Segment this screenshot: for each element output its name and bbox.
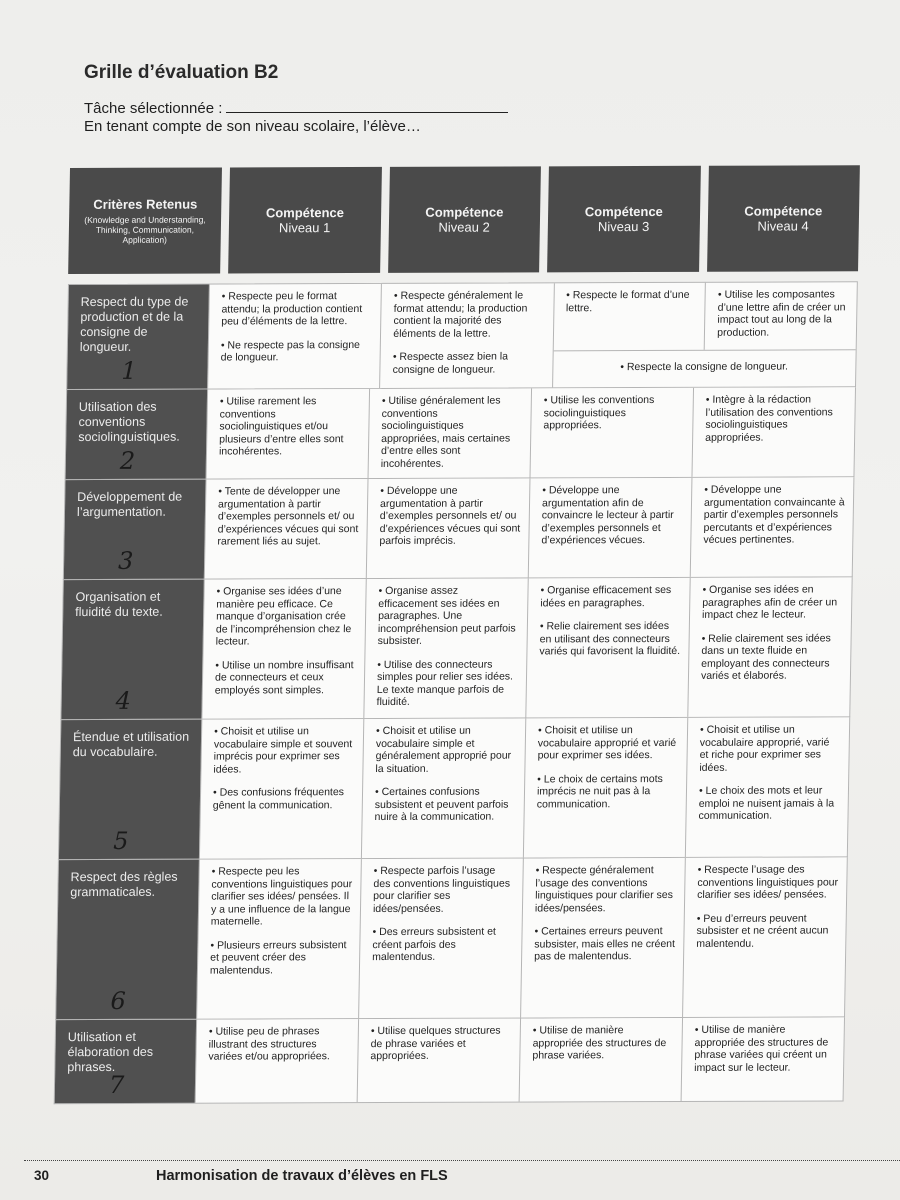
descriptor-text: • Des confusions fréquentes gênent la communication. xyxy=(212,786,345,812)
cell-level-1 xyxy=(201,579,365,719)
descriptor-text: • Utilise généralement les conventions sociolinguistiques appropriées, mais certaines d’entre elles sont incohérentes. xyxy=(380,394,511,470)
cell-level-1 xyxy=(204,479,368,579)
descriptor-text: • Choisit et utilise un vocabulaire approprié et varié pour exprimer ses idées. xyxy=(537,724,677,762)
criterion-label: Utilisation et élaboration des phrases. xyxy=(67,1029,154,1075)
cell-level-2 xyxy=(379,283,553,388)
descriptor-text: • Utilise un nombre insuffisant de connecteurs et ceux employés sont simples. xyxy=(214,658,354,697)
cell-level-3 xyxy=(553,283,705,350)
criterion-cell xyxy=(55,1020,196,1104)
criterion-label: Respect du type de production et de la consigne de longueur. xyxy=(79,294,189,354)
criterion-cell xyxy=(64,480,206,580)
header-level-3 xyxy=(547,166,700,273)
cell-level-2 xyxy=(357,1019,520,1103)
descriptor-text: • Ne respecte pas la consigne de longueur. xyxy=(220,338,361,364)
cell-level-4 xyxy=(691,387,855,477)
shared-descriptor: • Respecte la consigne de longueur. xyxy=(553,349,856,388)
header-criteria-note: (Knowledge and Understanding, Thinking, Communication, Application) xyxy=(84,214,206,245)
evaluation-grid xyxy=(54,165,860,1104)
criterion-cell xyxy=(59,720,201,860)
descriptor-text: • Intègre à la rédaction l’utilisation des conventions sociolinguistiques appropriées. xyxy=(705,393,833,444)
descriptor-text: • Organise assez efficacement ses idées en paragraphes. Une incompréhension peut parfois subsister. xyxy=(377,584,516,647)
descriptor-text: • Respecte peu le format attendu; la production contient peu d’éléments de la lettre. xyxy=(221,290,363,328)
header-level-label: Niveau 4 xyxy=(757,218,809,234)
header-level-title: Compétence xyxy=(584,203,664,220)
instruction-line: En tenant compte de son niveau scolaire, l’élève… xyxy=(84,118,421,135)
cell-level-2 xyxy=(361,718,525,858)
descriptor-text: • Respecte l’usage des conventions linguistiques pour clarifier ses idées/ pensées. xyxy=(697,863,839,901)
criterion-cell xyxy=(61,580,203,720)
descriptor-text: • Utilise les conventions sociolinguistiques appropriées. xyxy=(543,393,655,432)
task-label: Tâche sélectionnée : xyxy=(84,100,223,117)
descriptor-text: • Développe une argumentation afin de convaincre le lecteur à partir d’exemples personnels et d’expériences vécues. xyxy=(541,484,674,547)
descriptor-text: • Utilise quelques structures de phrase variées et appropriées. xyxy=(370,1024,501,1063)
criterion-row xyxy=(66,281,858,390)
criterion-row xyxy=(63,477,855,580)
task-blank xyxy=(226,101,508,113)
handwritten-number: 2 xyxy=(119,446,136,475)
descriptor-text: • Utilise les composantes d’une lettre afin de créer un impact tout au long de la production. xyxy=(717,288,846,339)
cell-level-3 xyxy=(525,578,689,718)
cell-level-4 xyxy=(681,1017,844,1101)
page-title: Grille d’évaluation B2 xyxy=(84,62,279,83)
descriptor-text: • Utilise de manière appropriée des structures de phrase variées qui créent un impact sur le lecteur. xyxy=(694,1023,829,1074)
criterion-label: Organisation et fluidité du texte. xyxy=(75,589,163,620)
descriptor-text: • Le choix des mots et leur emploi ne nuisent jamais à la communication. xyxy=(698,784,835,822)
cell-level-3 xyxy=(530,388,694,478)
descriptor-text: • Plusieurs erreurs subsistent et peuvent créer des malentendus. xyxy=(209,938,347,977)
header-level-label: Niveau 2 xyxy=(438,219,490,235)
merged-level-3-4 xyxy=(552,282,857,387)
criterion-row xyxy=(65,387,856,480)
descriptor-text: • Choisit et utilise un vocabulaire simple et généralement approprié pour la situation. xyxy=(375,724,512,775)
footer-title: Harmonisation de travaux d’élèves en FLS xyxy=(156,1168,448,1184)
descriptor-text: • Utilise rarement les conventions sociolinguistiques et/ou plusieurs d’entre elles sont incohérentes. xyxy=(218,395,344,458)
cell-level-3 xyxy=(528,478,692,578)
descriptor-text: • Organise ses idées d’une manière peu efficace. Ce manque d’organisation crée de l’incompréhension chez le lecteur. xyxy=(215,585,352,648)
criterion-row xyxy=(58,717,850,860)
descriptor-text: • Utilise de manière appropriée des structures de phrase variées. xyxy=(532,1024,667,1062)
handwritten-number: 1 xyxy=(121,356,137,385)
descriptor-text: • Organise ses idées en paragraphes afin de créer un impact chez le lecteur. xyxy=(701,583,838,621)
criterion-label: Utilisation des conventions sociolinguistiques. xyxy=(78,399,180,445)
cell-level-2 xyxy=(363,578,527,718)
descriptor-text: • Choisit et utilise un vocabulaire simple et souvent imprécis pour exprimer ses idées. xyxy=(213,725,353,776)
descriptor-text: • Respecte le format d’une lettre. xyxy=(565,288,690,314)
descriptor-text: • Choisit et utilise un vocabulaire approprié, varié et riche pour exprimer ses idées. xyxy=(699,723,830,774)
descriptor-text: • Respecte assez bien la consigne de longueur. xyxy=(392,350,509,376)
footer-divider xyxy=(24,1160,900,1161)
grid-rows xyxy=(54,281,858,1104)
descriptor-text: • Respecte parfois l’usage des conventions linguistiques pour clarifier ses idées/pensées. xyxy=(372,864,511,915)
cell-level-4 xyxy=(704,282,857,349)
cell-level-2 xyxy=(366,478,530,578)
header-level-label: Niveau 3 xyxy=(597,218,650,235)
descriptor-text: • Certaines erreurs peuvent subsister, mais elles ne créent pas de malentendus. xyxy=(534,925,676,963)
criterion-cell xyxy=(56,860,199,1020)
cell-level-3 xyxy=(523,718,687,858)
criterion-row xyxy=(55,857,848,1020)
cell-level-2 xyxy=(358,859,523,1019)
handwritten-number: 7 xyxy=(108,1070,125,1100)
cell-level-4 xyxy=(685,717,849,857)
criterion-cell xyxy=(67,285,209,390)
descriptor-text: • Certaines confusions subsistent et peuvent parfois nuire à la communication. xyxy=(374,785,509,824)
cell-level-1 xyxy=(195,1019,358,1103)
header-level-2 xyxy=(388,166,541,273)
handwritten-number: 6 xyxy=(110,986,126,1015)
descriptor-text: • Le choix de certains mots imprécis ne nuit pas à la communication. xyxy=(536,772,663,810)
cell-level-2 xyxy=(368,388,532,478)
grid-header-row xyxy=(68,165,860,274)
cell-level-1 xyxy=(196,859,361,1019)
header-criteria xyxy=(68,167,222,274)
criterion-label: Respect des règles grammaticales. xyxy=(70,869,178,900)
cell-level-3 xyxy=(519,1018,682,1102)
merged-top xyxy=(553,282,857,350)
task-line xyxy=(84,100,508,117)
descriptor-text: • Utilise des connecteurs simples pour relier ses idées. Le texte manque parfois de fluidité. xyxy=(376,658,514,709)
descriptor-text: • Respecte généralement l’usage des conventions linguistiques pour clarifier ses idées/pensées. xyxy=(534,864,674,914)
descriptor-text: • Respecte généralement le format attendu; la production contient la majorité des éléments de la lettre. xyxy=(393,289,528,340)
descriptor-text: • Relie clairement ses idées en utilisant des connecteurs variés qui favorisent la fluidité. xyxy=(539,619,681,658)
criterion-label: Étendue et utilisation du vocabulaire. xyxy=(72,729,190,760)
descriptor-text: • Développe une argumentation à partir d’exemples personnels et/ ou d’expériences vécues qui sont parfois imprécis. xyxy=(379,484,521,547)
cell-level-1 xyxy=(199,719,363,859)
descriptor-text: • Des erreurs subsistent et créent parfois des malentendus. xyxy=(372,925,496,964)
page-number: 30 xyxy=(34,1168,50,1183)
descriptor-text: • Peu d’erreurs peuvent subsister et ne créent aucun malentendu. xyxy=(696,912,829,950)
cell-level-4 xyxy=(687,577,851,717)
cell-level-4 xyxy=(690,477,854,577)
header-criteria-title: Critères Retenus xyxy=(93,196,198,212)
descriptor-text: • Relie clairement ses idées dans un texte fluide en employant des connecteurs variés et élaborés. xyxy=(700,631,831,682)
cell-level-1 xyxy=(207,284,381,389)
descriptor-text: • Respecte peu les conventions linguistiques pour clarifier ses idées/ pensées. Il y a une influence de la langue maternelle. xyxy=(210,865,353,928)
criterion-label: Développement de l’argumentation. xyxy=(76,489,183,520)
handwritten-number: 5 xyxy=(113,826,129,855)
criterion-row xyxy=(60,577,852,720)
header-level-4 xyxy=(707,165,860,272)
cell-level-3 xyxy=(520,858,685,1018)
cell-level-1 xyxy=(206,389,370,479)
header-level-1 xyxy=(228,167,381,274)
cell-level-4 xyxy=(682,857,847,1017)
header-level-title: Compétence xyxy=(425,204,504,220)
header-level-label: Niveau 1 xyxy=(278,220,331,236)
descriptor-text: • Développe une argumentation convaincante à partir d’exemples personnels percutants et d’expériences vécues pertinentes. xyxy=(703,483,845,546)
header-level-title: Compétence xyxy=(265,205,345,221)
header-level-title: Compétence xyxy=(744,203,823,219)
handwritten-number: 4 xyxy=(115,686,132,715)
descriptor-text: • Tente de développer une argumentation à partir d’exemples personnels et/ ou d’expériences vécues qui sont rarement liés au sujet. xyxy=(217,485,359,548)
descriptor-text: • Organise efficacement ses idées en paragraphes. xyxy=(540,583,672,609)
descriptor-text: • Utilise peu de phrases illustrant des structures variées et/ou appropriées. xyxy=(208,1025,330,1063)
handwritten-number: 3 xyxy=(117,546,134,575)
criterion-cell xyxy=(66,390,208,480)
criterion-row xyxy=(54,1017,845,1104)
